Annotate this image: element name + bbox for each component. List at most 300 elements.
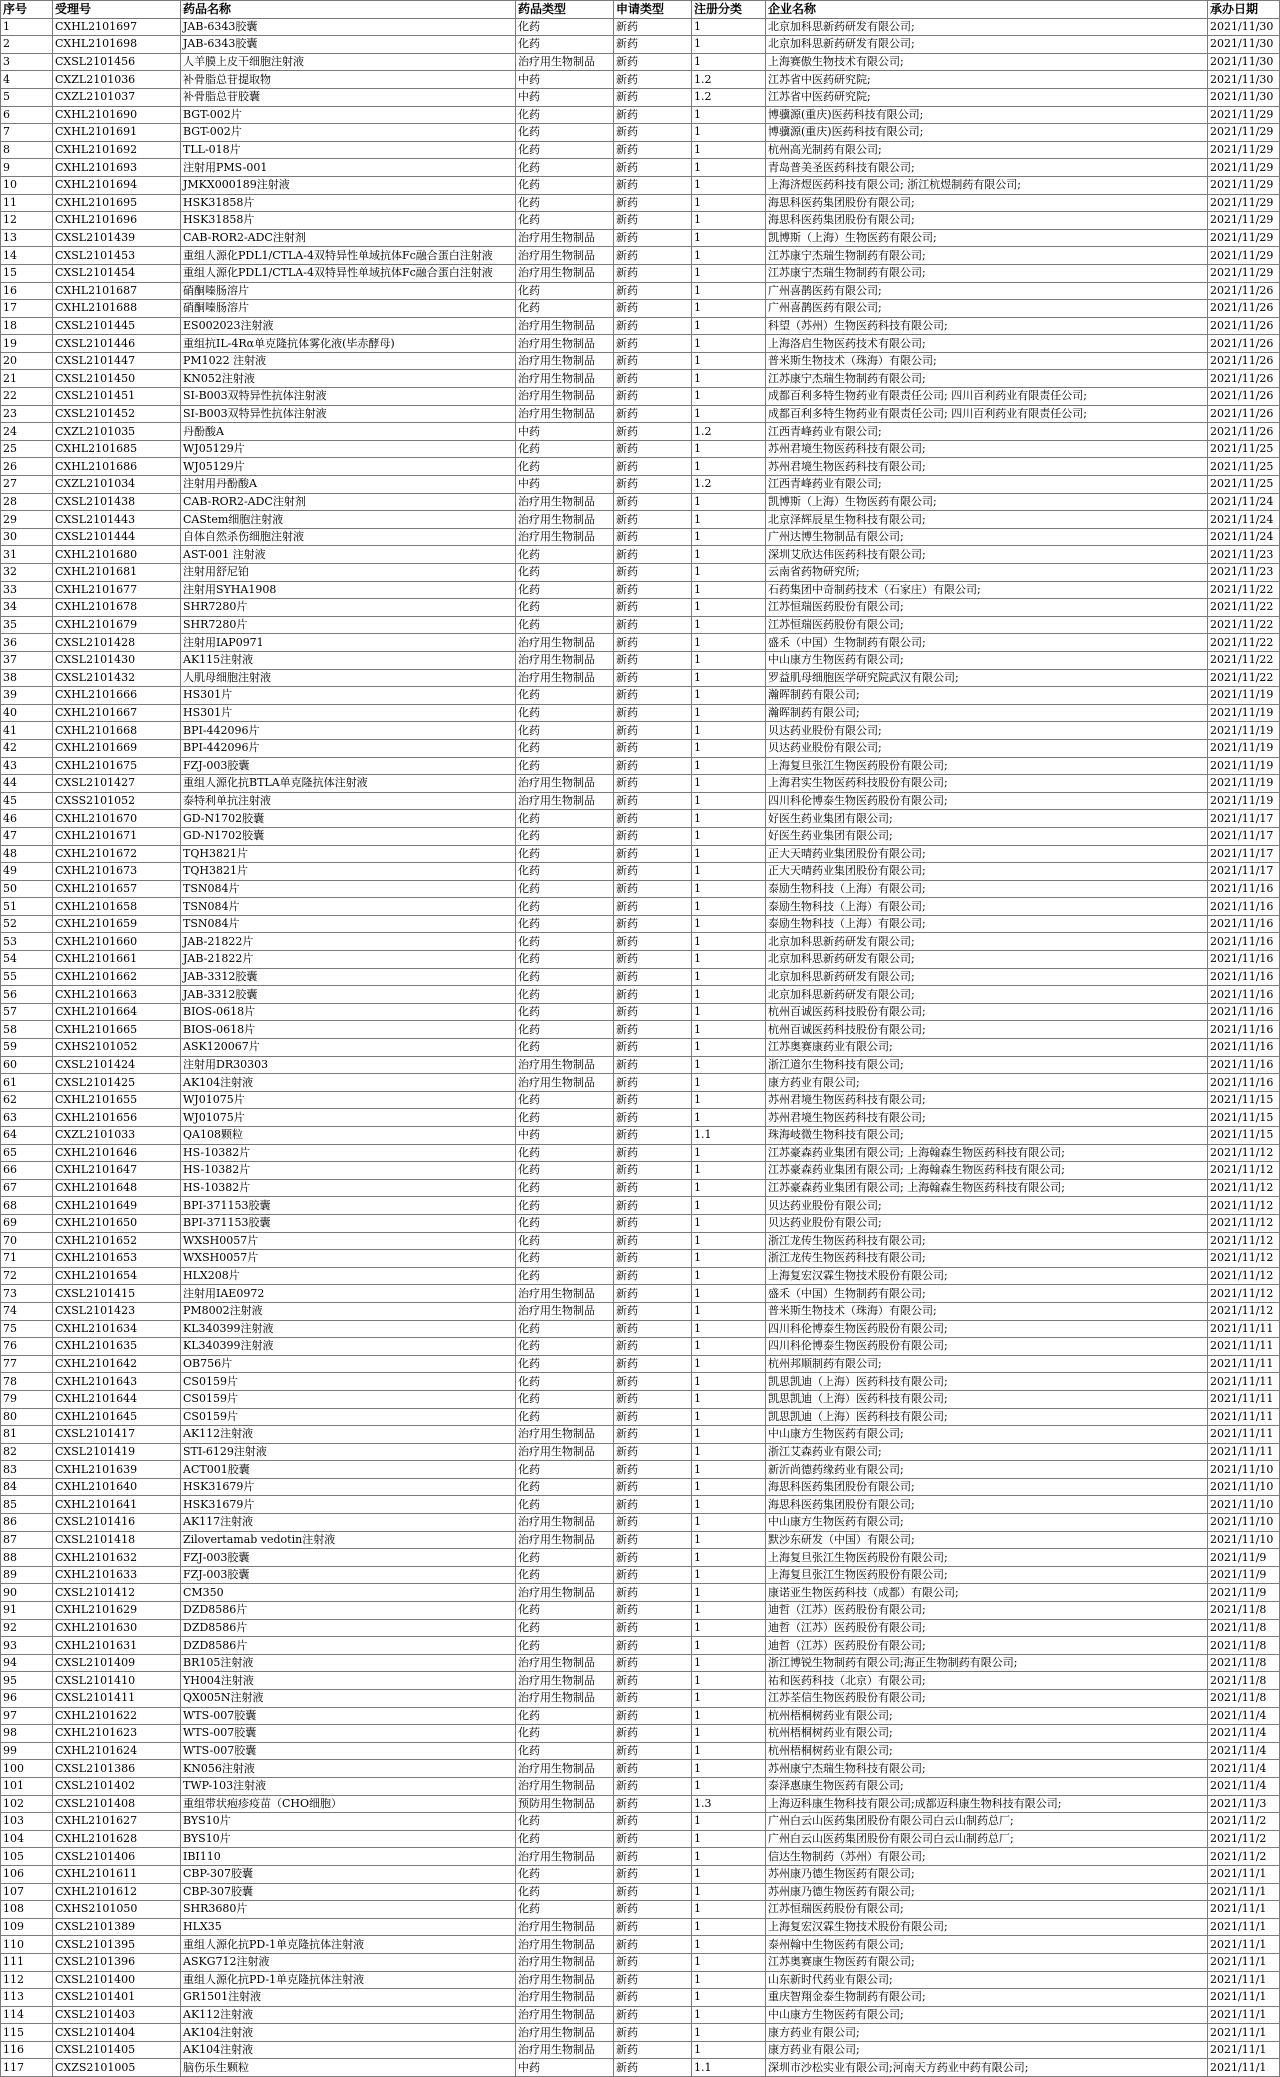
col-seq-cell: 41 bbox=[1, 722, 53, 740]
col-apply-type-cell: 新药 bbox=[614, 1179, 692, 1197]
col-company-cell: 成都百利多特生物药业有限责任公司; 四川百利药业有限责任公司; bbox=[766, 405, 1208, 423]
col-reg-class-cell: 1 bbox=[692, 176, 766, 194]
col-drug-name-cell: JAB-21822片 bbox=[181, 933, 516, 951]
col-seq-cell: 39 bbox=[1, 687, 53, 705]
col-date-cell: 2021/11/22 bbox=[1208, 616, 1280, 634]
col-seq-cell: 19 bbox=[1, 335, 53, 353]
col-drug-name-cell: ASKG712注射液 bbox=[181, 1953, 516, 1971]
col-seq-cell: 31 bbox=[1, 546, 53, 564]
col-drug-name-cell: AK104注射液 bbox=[181, 2024, 516, 2042]
table-row bbox=[1, 1865, 1280, 1883]
table-row bbox=[1, 1478, 1280, 1496]
col-drug-type-cell: 治疗用生物制品 bbox=[516, 1672, 614, 1690]
col-seq-cell: 17 bbox=[1, 300, 53, 318]
table-row bbox=[1, 317, 1280, 335]
col-seq-cell: 42 bbox=[1, 739, 53, 757]
col-drug-type-cell: 化药 bbox=[516, 757, 614, 775]
col-drug-type-cell: 治疗用生物制品 bbox=[516, 1936, 614, 1954]
col-company-cell: 广州喜鹊医药有限公司; bbox=[766, 282, 1208, 300]
col-apply-type-cell: 新药 bbox=[614, 2006, 692, 2024]
table-row bbox=[1, 564, 1280, 582]
col-seq-cell: 61 bbox=[1, 1074, 53, 1092]
col-apply-type-cell: 新药 bbox=[614, 1549, 692, 1567]
col-drug-type-cell: 化药 bbox=[516, 18, 614, 36]
col-date-cell: 2021/11/9 bbox=[1208, 1584, 1280, 1602]
col-reg-class-cell: 1 bbox=[692, 1355, 766, 1373]
col-date-cell: 2021/11/29 bbox=[1208, 141, 1280, 159]
col-accept-no-cell: CXSL2101386 bbox=[53, 1760, 181, 1778]
col-date-cell: 2021/11/10 bbox=[1208, 1461, 1280, 1479]
col-seq-cell: 93 bbox=[1, 1637, 53, 1655]
col-seq-cell: 6 bbox=[1, 106, 53, 124]
col-reg-class-cell: 1.3 bbox=[692, 1795, 766, 1813]
col-apply-type-cell: 新药 bbox=[614, 1865, 692, 1883]
col-accept-no-cell: CXSL2101456 bbox=[53, 53, 181, 71]
col-apply-type-cell: 新药 bbox=[614, 1496, 692, 1514]
col-reg-class-cell: 1 bbox=[692, 1865, 766, 1883]
col-date-cell: 2021/11/29 bbox=[1208, 212, 1280, 230]
col-reg-class-cell: 1 bbox=[692, 1162, 766, 1180]
col-company-cell: 默沙东研发（中国）有限公司; bbox=[766, 1531, 1208, 1549]
col-drug-name-cell: FZJ-003胶囊 bbox=[181, 1566, 516, 1584]
col-drug-name-cell: PM8002注射液 bbox=[181, 1302, 516, 1320]
col-drug-name-cell: HSK31858片 bbox=[181, 212, 516, 230]
col-drug-name-cell: YH004注射液 bbox=[181, 1672, 516, 1690]
col-drug-name-cell: KN052注射液 bbox=[181, 370, 516, 388]
col-date-cell: 2021/11/19 bbox=[1208, 775, 1280, 793]
col-company-cell: 广州白云山医药集团股份有限公司白云山制药总厂; bbox=[766, 1813, 1208, 1831]
col-seq-cell: 70 bbox=[1, 1232, 53, 1250]
col-apply-type-cell: 新药 bbox=[614, 71, 692, 89]
col-reg-class-cell: 1 bbox=[692, 968, 766, 986]
col-company-cell: 苏州康乃德生物医药有限公司; bbox=[766, 1865, 1208, 1883]
col-company-cell: 山东新时代药业有限公司; bbox=[766, 1971, 1208, 1989]
col-drug-type-cell: 化药 bbox=[516, 1901, 614, 1919]
col-accept-no-cell: CXSL2101415 bbox=[53, 1285, 181, 1303]
table-row bbox=[1, 1373, 1280, 1391]
col-drug-name-cell: TSN084片 bbox=[181, 898, 516, 916]
table-row bbox=[1, 1725, 1280, 1743]
col-accept-no-cell: CXSL2101416 bbox=[53, 1514, 181, 1532]
col-accept-no-cell: CXHL2101672 bbox=[53, 845, 181, 863]
col-seq-cell: 68 bbox=[1, 1197, 53, 1215]
col-apply-type-cell: 新药 bbox=[614, 581, 692, 599]
col-date-cell: 2021/11/11 bbox=[1208, 1390, 1280, 1408]
col-drug-type-cell: 化药 bbox=[516, 1039, 614, 1057]
col-seq-cell: 100 bbox=[1, 1760, 53, 1778]
col-seq-cell: 24 bbox=[1, 423, 53, 441]
col-drug-name-cell: AK115注射液 bbox=[181, 651, 516, 669]
col-date-cell: 2021/11/15 bbox=[1208, 1091, 1280, 1109]
col-company-cell: 江苏省中医药研究院; bbox=[766, 88, 1208, 106]
col-apply-type-cell: 新药 bbox=[614, 669, 692, 687]
col-seq-cell: 58 bbox=[1, 1021, 53, 1039]
col-accept-no-cell: CXHL2101661 bbox=[53, 951, 181, 969]
col-company-cell: 泰泽惠康生物医药有限公司; bbox=[766, 1777, 1208, 1795]
col-company-cell: 泰励生物科技（上海）有限公司; bbox=[766, 915, 1208, 933]
table-row bbox=[1, 845, 1280, 863]
col-date-cell: 2021/11/16 bbox=[1208, 951, 1280, 969]
col-apply-type-cell: 新药 bbox=[614, 1830, 692, 1848]
col-apply-type-cell: 新药 bbox=[614, 176, 692, 194]
col-seq-cell: 69 bbox=[1, 1214, 53, 1232]
col-date-cell: 2021/11/26 bbox=[1208, 370, 1280, 388]
col-seq-cell: 53 bbox=[1, 933, 53, 951]
col-reg-class-cell: 1 bbox=[692, 493, 766, 511]
col-drug-name-cell: 硝酮嗪肠溶片 bbox=[181, 300, 516, 318]
col-date-cell: 2021/11/11 bbox=[1208, 1408, 1280, 1426]
col-accept-no-cell: CXHL2101697 bbox=[53, 18, 181, 36]
col-apply-type-cell: 新药 bbox=[614, 1918, 692, 1936]
col-date-cell: 2021/11/19 bbox=[1208, 722, 1280, 740]
table-row bbox=[1, 1091, 1280, 1109]
col-seq-cell: 23 bbox=[1, 405, 53, 423]
col-apply-type-cell: 新药 bbox=[614, 1654, 692, 1672]
col-seq-cell: 94 bbox=[1, 1654, 53, 1672]
col-date-cell: 2021/11/30 bbox=[1208, 71, 1280, 89]
col-drug-name-cell: TQH3821片 bbox=[181, 845, 516, 863]
col-date-cell: 2021/11/4 bbox=[1208, 1777, 1280, 1795]
col-seq-cell: 107 bbox=[1, 1883, 53, 1901]
table-row bbox=[1, 1953, 1280, 1971]
col-date-cell: 2021/11/19 bbox=[1208, 757, 1280, 775]
col-reg-class-cell: 1 bbox=[692, 810, 766, 828]
col-accept-no-cell: CXHL2101693 bbox=[53, 159, 181, 177]
col-apply-type-cell: 新药 bbox=[614, 687, 692, 705]
col-seq-cell: 16 bbox=[1, 282, 53, 300]
col-accept-no-cell: CXSL2101409 bbox=[53, 1654, 181, 1672]
col-accept-no-cell: CXHL2101641 bbox=[53, 1496, 181, 1514]
col-company-cell: 广州喜鹊医药有限公司; bbox=[766, 300, 1208, 318]
col-apply-type-cell: 新药 bbox=[614, 739, 692, 757]
col-company-cell: 泰励生物科技（上海）有限公司; bbox=[766, 898, 1208, 916]
col-reg-class-cell: 1 bbox=[692, 247, 766, 265]
col-date-cell: 2021/11/25 bbox=[1208, 476, 1280, 494]
col-reg-class-cell: 1 bbox=[692, 18, 766, 36]
table-row bbox=[1, 1426, 1280, 1444]
table-row bbox=[1, 616, 1280, 634]
col-seq-cell: 28 bbox=[1, 493, 53, 511]
col-company-cell: 凯思凯迪（上海）医药科技有限公司; bbox=[766, 1408, 1208, 1426]
col-accept-no-cell: CXSL2101444 bbox=[53, 528, 181, 546]
table-row bbox=[1, 2024, 1280, 2042]
col-accept-no-cell: CXZL2101036 bbox=[53, 71, 181, 89]
col-company-cell: 中山康方生物医药有限公司; bbox=[766, 2006, 1208, 2024]
col-accept-no-cell: CXHL2101698 bbox=[53, 36, 181, 54]
col-apply-type-cell: 新药 bbox=[614, 1426, 692, 1444]
table-row bbox=[1, 1003, 1280, 1021]
col-accept-no-cell: CXHL2101681 bbox=[53, 564, 181, 582]
col-company-cell: 江西青峰药业有限公司; bbox=[766, 476, 1208, 494]
col-reg-class-cell: 1 bbox=[692, 845, 766, 863]
col-seq-cell: 89 bbox=[1, 1566, 53, 1584]
col-seq-cell: 38 bbox=[1, 669, 53, 687]
col-company-cell: 泰州翰中生物医药有限公司; bbox=[766, 1936, 1208, 1954]
col-apply-type-cell: 新药 bbox=[614, 1478, 692, 1496]
col-reg-class-cell: 1 bbox=[692, 1971, 766, 1989]
col-seq-cell: 92 bbox=[1, 1619, 53, 1637]
col-date-cell: 2021/11/11 bbox=[1208, 1320, 1280, 1338]
col-drug-type-cell: 治疗用生物制品 bbox=[516, 1285, 614, 1303]
col-seq-cell: 11 bbox=[1, 194, 53, 212]
col-company-cell: 信达生物制药（苏州）有限公司; bbox=[766, 1848, 1208, 1866]
col-drug-type-cell: 治疗用生物制品 bbox=[516, 1426, 614, 1444]
table-row bbox=[1, 159, 1280, 177]
col-date-cell: 2021/11/11 bbox=[1208, 1373, 1280, 1391]
col-drug-type-cell: 化药 bbox=[516, 1355, 614, 1373]
col-company-cell: 上海复宏汉霖生物技术股份有限公司; bbox=[766, 1918, 1208, 1936]
col-reg-class-cell: 1 bbox=[692, 1936, 766, 1954]
col-drug-type-cell: 化药 bbox=[516, 1373, 614, 1391]
col-reg-class-cell: 1 bbox=[692, 300, 766, 318]
col-drug-type-cell: 治疗用生物制品 bbox=[516, 53, 614, 71]
col-apply-type-cell: 新药 bbox=[614, 106, 692, 124]
table-row bbox=[1, 1918, 1280, 1936]
col-seq-cell: 9 bbox=[1, 159, 53, 177]
col-reg-class-cell: 1 bbox=[692, 915, 766, 933]
col-company-cell: 中山康方生物医药有限公司; bbox=[766, 1426, 1208, 1444]
col-company-cell: 好医生药业集团有限公司; bbox=[766, 827, 1208, 845]
table-row bbox=[1, 1056, 1280, 1074]
col-drug-type-cell: 治疗用生物制品 bbox=[516, 405, 614, 423]
col-apply-type-cell: 新药 bbox=[614, 1953, 692, 1971]
col-date-cell: 2021/11/16 bbox=[1208, 1003, 1280, 1021]
col-reg-class-cell: 1 bbox=[692, 1426, 766, 1444]
table-row bbox=[1, 986, 1280, 1004]
col-apply-type-cell: 新药 bbox=[614, 1725, 692, 1743]
table-row bbox=[1, 247, 1280, 265]
col-drug-type-cell: 化药 bbox=[516, 124, 614, 142]
col-seq-cell: 106 bbox=[1, 1865, 53, 1883]
col-company-cell: 祐和医药科技（北京）有限公司; bbox=[766, 1672, 1208, 1690]
col-date-cell: 2021/11/17 bbox=[1208, 827, 1280, 845]
col-reg-class-cell: 1 bbox=[692, 1461, 766, 1479]
col-reg-class-cell: 1 bbox=[692, 863, 766, 881]
col-drug-type-cell: 化药 bbox=[516, 1144, 614, 1162]
table-row bbox=[1, 599, 1280, 617]
col-drug-type-cell: 化药 bbox=[516, 1091, 614, 1109]
col-drug-type-cell: 治疗用生物制品 bbox=[516, 1302, 614, 1320]
col-company-cell: 康方药业有限公司; bbox=[766, 2041, 1208, 2059]
col-drug-name-cell: STI-6129注射液 bbox=[181, 1443, 516, 1461]
col-apply-type-cell: 新药 bbox=[614, 229, 692, 247]
table-row bbox=[1, 1390, 1280, 1408]
col-reg-class-cell: 1 bbox=[692, 1478, 766, 1496]
col-drug-name-cell: BR105注射液 bbox=[181, 1654, 516, 1672]
col-reg-class-cell: 1 bbox=[692, 687, 766, 705]
col-seq-cell: 59 bbox=[1, 1039, 53, 1057]
col-drug-type-cell: 治疗用生物制品 bbox=[516, 775, 614, 793]
col-reg-class-cell: 1 bbox=[692, 581, 766, 599]
col-accept-no-cell: CXHL2101635 bbox=[53, 1338, 181, 1356]
col-accept-no-cell: CXSL2101447 bbox=[53, 352, 181, 370]
col-date-cell: 2021/11/22 bbox=[1208, 599, 1280, 617]
table-row bbox=[1, 282, 1280, 300]
col-drug-type-cell: 化药 bbox=[516, 739, 614, 757]
col-reg-class-cell: 1 bbox=[692, 1690, 766, 1708]
table-row bbox=[1, 1813, 1280, 1831]
col-date-cell: 2021/11/2 bbox=[1208, 1813, 1280, 1831]
col-apply-type-cell: 新药 bbox=[614, 1443, 692, 1461]
col-drug-name-cell: WJ01075片 bbox=[181, 1109, 516, 1127]
col-drug-type-cell: 化药 bbox=[516, 458, 614, 476]
col-accept-no-cell: CXHL2101633 bbox=[53, 1566, 181, 1584]
col-drug-name-cell: 注射用IAP0971 bbox=[181, 634, 516, 652]
col-seq-cell: 73 bbox=[1, 1285, 53, 1303]
col-company-cell: 中山康方生物医药有限公司; bbox=[766, 651, 1208, 669]
col-accept-no-cell: CXHL2101653 bbox=[53, 1250, 181, 1268]
col-reg-class-cell: 1 bbox=[692, 1619, 766, 1637]
col-apply-type-cell: 新药 bbox=[614, 1672, 692, 1690]
col-seq-cell: 3 bbox=[1, 53, 53, 71]
col-company-cell: 瀚晖制药有限公司; bbox=[766, 704, 1208, 722]
col-seq-cell: 66 bbox=[1, 1162, 53, 1180]
col-accept-no-cell: CXSL2101396 bbox=[53, 1953, 181, 1971]
col-reg-class-cell: 1 bbox=[692, 1144, 766, 1162]
col-apply-type-cell: 新药 bbox=[614, 53, 692, 71]
col-reg-class-cell: 1 bbox=[692, 1514, 766, 1532]
col-reg-class-cell: 1 bbox=[692, 1654, 766, 1672]
col-date-cell: 2021/11/29 bbox=[1208, 194, 1280, 212]
col-drug-name-cell: CS0159片 bbox=[181, 1390, 516, 1408]
col-apply-type-cell: 新药 bbox=[614, 863, 692, 881]
col-accept-no-cell: CXHL2101631 bbox=[53, 1637, 181, 1655]
col-date-cell: 2021/11/1 bbox=[1208, 1865, 1280, 1883]
col-reg-class-cell: 1 bbox=[692, 1039, 766, 1057]
col-drug-type-cell: 治疗用生物制品 bbox=[516, 1443, 614, 1461]
col-drug-name-cell: 重组人源化抗BTLA单克隆抗体注射液 bbox=[181, 775, 516, 793]
col-drug-type-cell: 化药 bbox=[516, 810, 614, 828]
table-row bbox=[1, 1127, 1280, 1145]
col-date-cell: 2021/11/3 bbox=[1208, 1795, 1280, 1813]
col-company-cell: 珠海岐微生物科技有限公司; bbox=[766, 1127, 1208, 1145]
col-reg-class-cell: 1 bbox=[692, 651, 766, 669]
col-company-cell: 北京加科思新药研发有限公司; bbox=[766, 933, 1208, 951]
col-date-cell: 2021/11/12 bbox=[1208, 1179, 1280, 1197]
col-accept-no-cell: CXHL2101677 bbox=[53, 581, 181, 599]
col-drug-type-cell: 治疗用生物制品 bbox=[516, 2041, 614, 2059]
col-drug-name-cell: 丹酚酸A bbox=[181, 423, 516, 441]
col-drug-type-cell: 治疗用生物制品 bbox=[516, 388, 614, 406]
col-seq-cell: 18 bbox=[1, 317, 53, 335]
col-date-cell: 2021/11/8 bbox=[1208, 1619, 1280, 1637]
col-drug-name-cell: TQH3821片 bbox=[181, 863, 516, 881]
col-drug-type-cell: 治疗用生物制品 bbox=[516, 1584, 614, 1602]
col-accept-no-cell: CXZS2101005 bbox=[53, 2059, 181, 2077]
col-drug-name-cell: GD-N1702胶囊 bbox=[181, 827, 516, 845]
col-date-cell: 2021/11/12 bbox=[1208, 1250, 1280, 1268]
col-accept-no-cell: CXHL2101652 bbox=[53, 1232, 181, 1250]
col-apply-type-cell: 新药 bbox=[614, 757, 692, 775]
col-reg-class-cell: 1 bbox=[692, 1373, 766, 1391]
col-apply-type-cell: 新药 bbox=[614, 1250, 692, 1268]
table-row bbox=[1, 476, 1280, 494]
col-drug-type-cell: 化药 bbox=[516, 106, 614, 124]
col-apply-type-cell: 新药 bbox=[614, 88, 692, 106]
col-apply-type-cell: 新药 bbox=[614, 1971, 692, 1989]
col-seq-cell: 21 bbox=[1, 370, 53, 388]
col-company-cell: 迪哲（江苏）医药股份有限公司; bbox=[766, 1602, 1208, 1620]
col-seq-cell: 60 bbox=[1, 1056, 53, 1074]
col-reg-class-cell: 1 bbox=[692, 1760, 766, 1778]
col-drug-name-cell: JAB-6343胶囊 bbox=[181, 36, 516, 54]
col-drug-type-cell: 化药 bbox=[516, 915, 614, 933]
col-drug-name-cell: 补骨脂总苷提取物 bbox=[181, 71, 516, 89]
col-seq-cell: 36 bbox=[1, 634, 53, 652]
col-apply-type-cell: 新药 bbox=[614, 1091, 692, 1109]
col-company-cell: 北京加科思新药研发有限公司; bbox=[766, 951, 1208, 969]
col-drug-name-cell: 重组人源化PDL1/CTLA-4双特异性单域抗体Fc融合蛋白注射液 bbox=[181, 264, 516, 282]
col-apply-type-cell: 新药 bbox=[614, 528, 692, 546]
col-apply-type-cell: 新药 bbox=[614, 282, 692, 300]
col-accept-no-cell: CXHL2101628 bbox=[53, 1830, 181, 1848]
table-row bbox=[1, 423, 1280, 441]
col-date-cell: 2021/11/17 bbox=[1208, 810, 1280, 828]
col-apply-type-cell: 新药 bbox=[614, 1408, 692, 1426]
table-row bbox=[1, 1672, 1280, 1690]
col-seq-cell: 86 bbox=[1, 1514, 53, 1532]
col-reg-class-cell: 1 bbox=[692, 1179, 766, 1197]
col-date-cell: 2021/11/4 bbox=[1208, 1707, 1280, 1725]
col-date-cell: 2021/11/17 bbox=[1208, 845, 1280, 863]
col-company-cell: 杭州邦顺制药有限公司; bbox=[766, 1355, 1208, 1373]
table-row bbox=[1, 1566, 1280, 1584]
col-reg-class-cell: 1 bbox=[692, 1707, 766, 1725]
col-reg-class-cell: 1 bbox=[692, 2006, 766, 2024]
col-reg-class-cell: 1 bbox=[692, 1320, 766, 1338]
table-row bbox=[1, 18, 1280, 36]
col-drug-name-cell: BGT-002片 bbox=[181, 106, 516, 124]
col-apply-type-cell: 新药 bbox=[614, 880, 692, 898]
col-seq-cell: 85 bbox=[1, 1496, 53, 1514]
col-drug-name-cell: HS301片 bbox=[181, 704, 516, 722]
col-date-cell: 2021/11/26 bbox=[1208, 317, 1280, 335]
table-row bbox=[1, 1795, 1280, 1813]
col-date-cell: 2021/11/30 bbox=[1208, 53, 1280, 71]
col-seq-cell: 116 bbox=[1, 2041, 53, 2059]
col-company-cell: 北京泽辉辰星生物科技有限公司; bbox=[766, 511, 1208, 529]
col-apply-type-cell: 新药 bbox=[614, 300, 692, 318]
col-date-cell: 2021/11/2 bbox=[1208, 1848, 1280, 1866]
col-accept-no-cell: CXHL2101658 bbox=[53, 898, 181, 916]
table-row bbox=[1, 581, 1280, 599]
col-company-cell: 江苏奥赛康生物医药有限公司; bbox=[766, 1953, 1208, 1971]
col-reg-class-cell: 1 bbox=[692, 1390, 766, 1408]
col-seq-cell: 98 bbox=[1, 1725, 53, 1743]
col-seq-cell: 112 bbox=[1, 1971, 53, 1989]
col-company-cell: 成都百利多特生物药业有限责任公司; 四川百利药业有限责任公司; bbox=[766, 388, 1208, 406]
col-date-cell: 2021/11/1 bbox=[1208, 1971, 1280, 1989]
col-accept-no-cell: CXSL2101450 bbox=[53, 370, 181, 388]
col-reg-class-cell: 1.1 bbox=[692, 1127, 766, 1145]
col-drug-name-cell: HSK31858片 bbox=[181, 194, 516, 212]
col-drug-name-cell: 重组带状疱疹疫苗（CHO细胞） bbox=[181, 1795, 516, 1813]
col-seq-cell: 74 bbox=[1, 1302, 53, 1320]
col-reg-class-cell: 1 bbox=[692, 599, 766, 617]
col-reg-class-cell: 1 bbox=[692, 704, 766, 722]
col-drug-name-cell: 自体自然杀伤细胞注射液 bbox=[181, 528, 516, 546]
col-accept-no-cell: CXSL2101408 bbox=[53, 1795, 181, 1813]
col-accept-no-cell: CXHL2101649 bbox=[53, 1197, 181, 1215]
col-date-cell: 2021/11/29 bbox=[1208, 247, 1280, 265]
col-drug-type-cell: 治疗用生物制品 bbox=[516, 264, 614, 282]
col-seq-cell: 45 bbox=[1, 792, 53, 810]
col-accept-no-cell: CXHL2101650 bbox=[53, 1214, 181, 1232]
col-apply-type-cell: 新药 bbox=[614, 1795, 692, 1813]
col-seq-cell: 35 bbox=[1, 616, 53, 634]
col-drug-type-cell: 化药 bbox=[516, 1602, 614, 1620]
col-seq-cell: 4 bbox=[1, 71, 53, 89]
